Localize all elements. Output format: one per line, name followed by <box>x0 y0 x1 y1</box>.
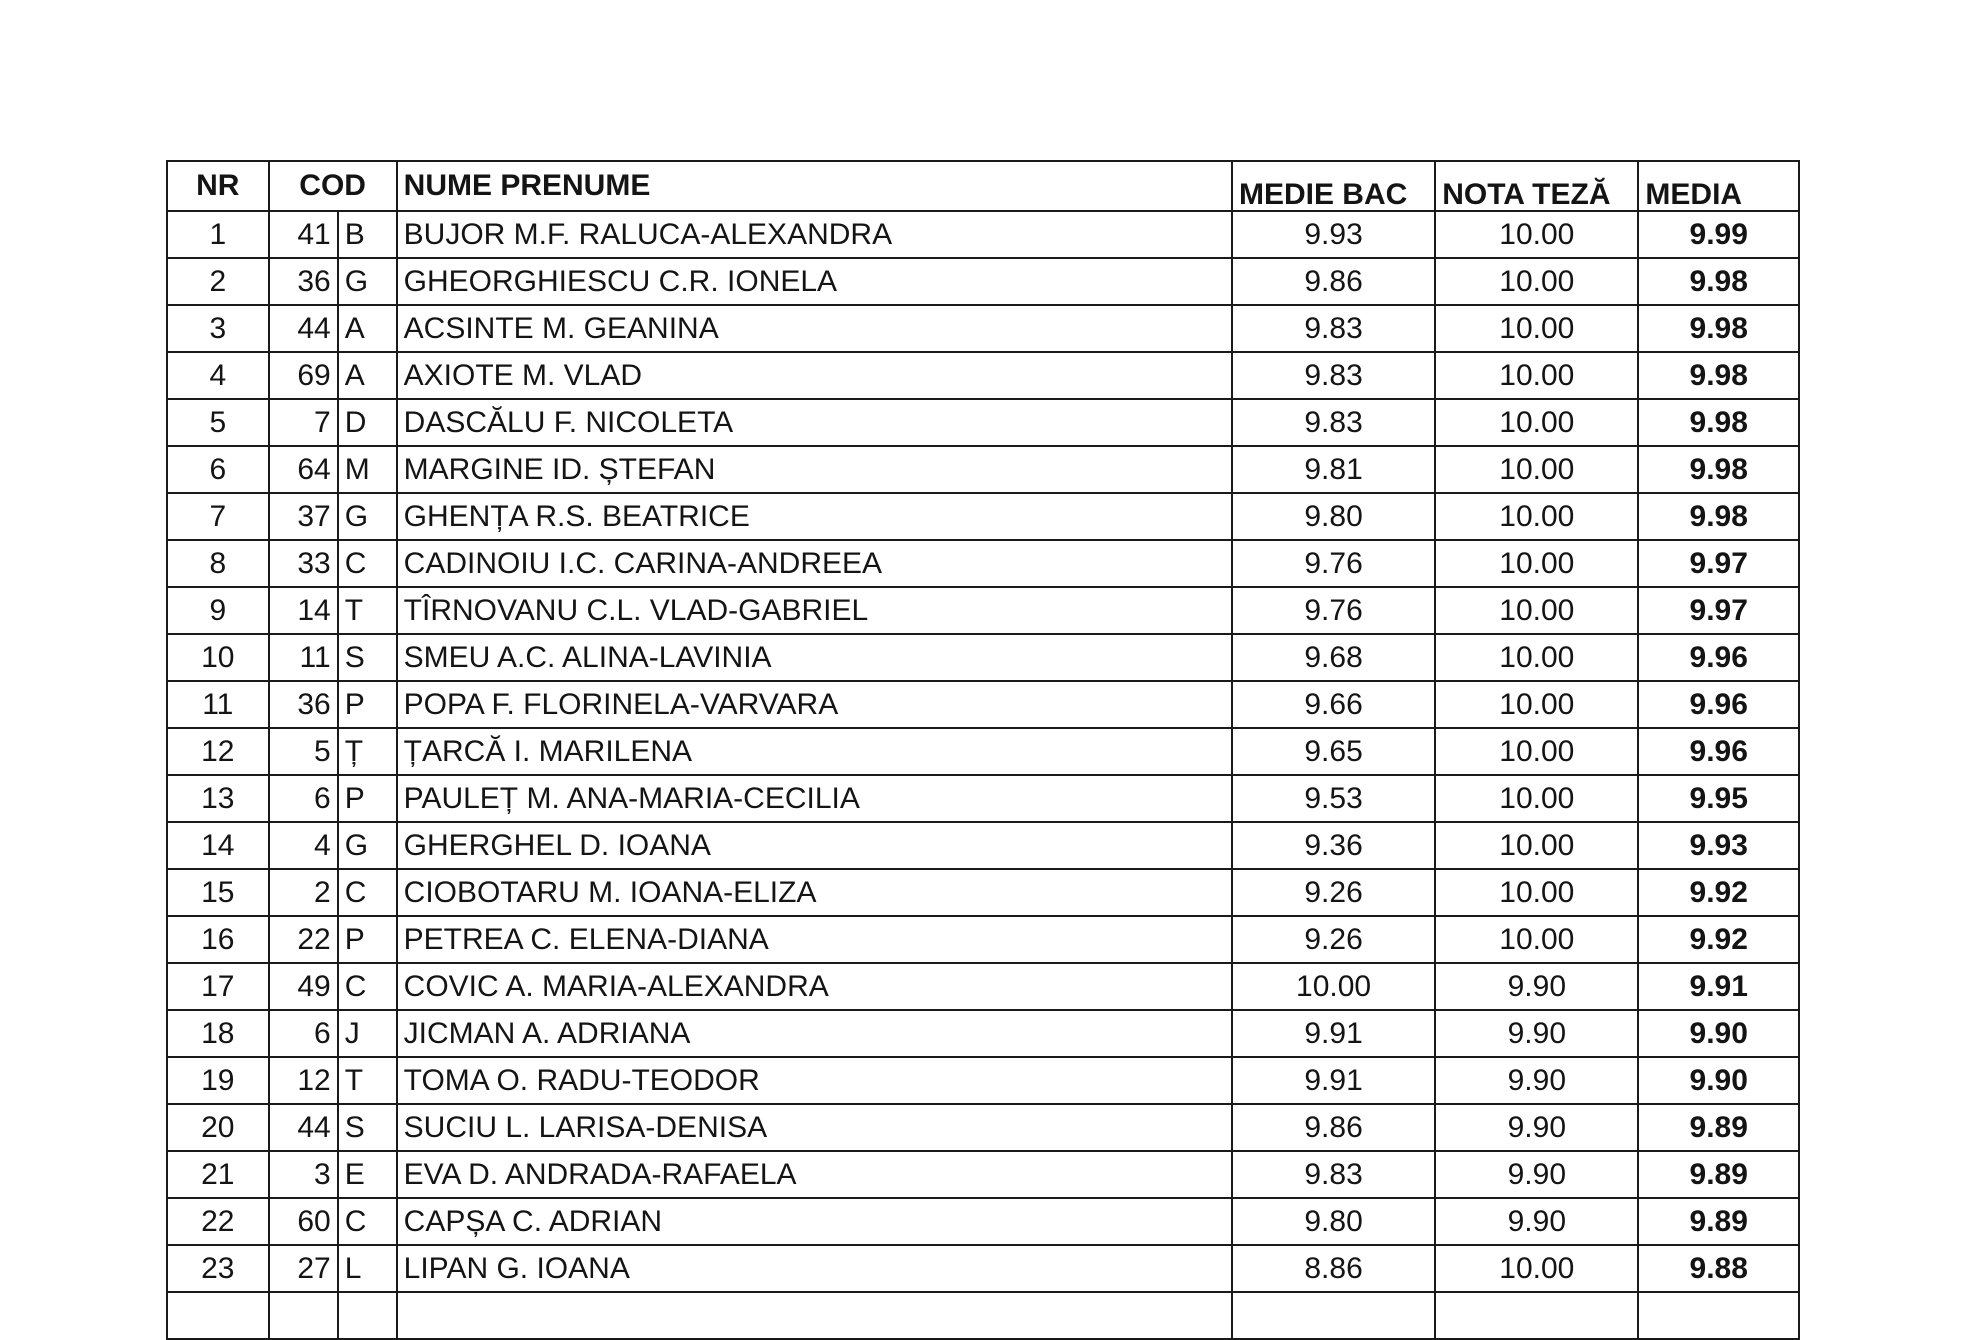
row-name: EVA D. ANDRADA-RAFAELA <box>397 1151 1232 1198</box>
row-name: BUJOR M.F. RALUCA-ALEXANDRA <box>397 211 1232 258</box>
table-row <box>167 634 1799 681</box>
header-nr: NR <box>167 161 269 211</box>
row-nota-teza: 10.00 <box>1435 681 1638 728</box>
row-code-letter: Ț <box>338 728 397 775</box>
row-code-letter: S <box>338 1104 397 1151</box>
table-row <box>167 1104 1799 1151</box>
row-number: 14 <box>167 822 269 869</box>
row-nota-teza: 9.90 <box>1435 1010 1638 1057</box>
row-code: 5 <box>269 728 338 775</box>
row-media: 9.98 <box>1638 446 1799 493</box>
row-medie-bac: 9.68 <box>1232 634 1435 681</box>
row-media: 9.89 <box>1638 1104 1799 1151</box>
row-medie-bac: 10.00 <box>1232 963 1435 1010</box>
row-medie-bac: 9.83 <box>1232 352 1435 399</box>
header-media: MEDIA <box>1638 161 1799 211</box>
row-medie-bac: 9.76 <box>1232 540 1435 587</box>
row-number: 9 <box>167 587 269 634</box>
row-nota-teza: 10.00 <box>1435 869 1638 916</box>
table-row <box>167 916 1799 963</box>
row-nota-teza: 10.00 <box>1435 258 1638 305</box>
row-code: 7 <box>269 399 338 446</box>
row-number: 7 <box>167 493 269 540</box>
row-medie-bac: 9.26 <box>1232 869 1435 916</box>
row-name: POPA F. FLORINELA-VARVARA <box>397 681 1232 728</box>
row-code-letter: B <box>338 211 397 258</box>
row-name: SUCIU L. LARISA-DENISA <box>397 1104 1232 1151</box>
row-medie-bac: 9.93 <box>1232 211 1435 258</box>
row-code-letter: C <box>338 540 397 587</box>
row-media: 9.97 <box>1638 540 1799 587</box>
row-code-letter: G <box>338 258 397 305</box>
row-nota-teza: 10.00 <box>1435 916 1638 963</box>
row-code: 4 <box>269 822 338 869</box>
row-name: GHEORGHIESCU C.R. IONELA <box>397 258 1232 305</box>
empty-cell <box>397 1292 1232 1339</box>
table-body <box>167 211 1799 1339</box>
row-code-letter: P <box>338 775 397 822</box>
row-media: 9.96 <box>1638 681 1799 728</box>
row-medie-bac: 9.91 <box>1232 1057 1435 1104</box>
row-name: JICMAN A. ADRIANA <box>397 1010 1232 1057</box>
row-media: 9.90 <box>1638 1057 1799 1104</box>
table-row <box>167 728 1799 775</box>
row-code-letter: C <box>338 1198 397 1245</box>
row-name: DASCĂLU F. NICOLETA <box>397 399 1232 446</box>
empty-cell <box>1435 1292 1638 1339</box>
row-code: 12 <box>269 1057 338 1104</box>
row-number: 8 <box>167 540 269 587</box>
row-media: 9.92 <box>1638 916 1799 963</box>
row-media: 9.95 <box>1638 775 1799 822</box>
row-nota-teza: 10.00 <box>1435 305 1638 352</box>
row-code: 60 <box>269 1198 338 1245</box>
row-number: 12 <box>167 728 269 775</box>
row-medie-bac: 9.26 <box>1232 916 1435 963</box>
row-code-letter: G <box>338 822 397 869</box>
row-medie-bac: 9.86 <box>1232 258 1435 305</box>
table-row <box>167 1151 1799 1198</box>
row-medie-bac: 9.81 <box>1232 446 1435 493</box>
row-nota-teza: 10.00 <box>1435 446 1638 493</box>
row-number: 6 <box>167 446 269 493</box>
row-name: AXIOTE M. VLAD <box>397 352 1232 399</box>
header-medie-bac: MEDIE BAC <box>1232 161 1435 211</box>
row-code: 36 <box>269 681 338 728</box>
table-row <box>167 869 1799 916</box>
row-number: 16 <box>167 916 269 963</box>
row-code-letter: S <box>338 634 397 681</box>
row-code: 44 <box>269 305 338 352</box>
row-medie-bac: 8.86 <box>1232 1245 1435 1292</box>
row-medie-bac: 9.66 <box>1232 681 1435 728</box>
row-media: 9.96 <box>1638 728 1799 775</box>
row-name: CADINOIU I.C. CARINA-ANDREEA <box>397 540 1232 587</box>
table-row <box>167 775 1799 822</box>
table-row <box>167 963 1799 1010</box>
row-number: 1 <box>167 211 269 258</box>
row-nota-teza: 10.00 <box>1435 352 1638 399</box>
empty-cell <box>1232 1292 1435 1339</box>
row-code-letter: L <box>338 1245 397 1292</box>
row-number: 5 <box>167 399 269 446</box>
row-nota-teza: 10.00 <box>1435 1245 1638 1292</box>
row-nota-teza: 10.00 <box>1435 211 1638 258</box>
table-row <box>167 352 1799 399</box>
row-medie-bac: 9.80 <box>1232 493 1435 540</box>
row-number: 22 <box>167 1198 269 1245</box>
table-row <box>167 399 1799 446</box>
row-medie-bac: 9.83 <box>1232 1151 1435 1198</box>
row-name: GHERGHEL D. IOANA <box>397 822 1232 869</box>
row-medie-bac: 9.65 <box>1232 728 1435 775</box>
table-row-cutoff <box>167 1292 1799 1339</box>
row-nota-teza: 9.90 <box>1435 1104 1638 1151</box>
row-media: 9.89 <box>1638 1198 1799 1245</box>
row-code: 33 <box>269 540 338 587</box>
row-nota-teza: 10.00 <box>1435 822 1638 869</box>
row-code-letter: T <box>338 587 397 634</box>
row-media: 9.99 <box>1638 211 1799 258</box>
row-medie-bac: 9.53 <box>1232 775 1435 822</box>
row-code: 6 <box>269 1010 338 1057</box>
table-row <box>167 1198 1799 1245</box>
table-row <box>167 822 1799 869</box>
row-medie-bac: 9.91 <box>1232 1010 1435 1057</box>
row-code: 3 <box>269 1151 338 1198</box>
row-name: TOMA O. RADU-TEODOR <box>397 1057 1232 1104</box>
row-code: 41 <box>269 211 338 258</box>
row-media: 9.92 <box>1638 869 1799 916</box>
row-media: 9.91 <box>1638 963 1799 1010</box>
table-row <box>167 681 1799 728</box>
row-nota-teza: 10.00 <box>1435 540 1638 587</box>
row-code-letter: J <box>338 1010 397 1057</box>
empty-cell <box>338 1292 397 1339</box>
table-row <box>167 211 1799 258</box>
table-row <box>167 446 1799 493</box>
row-number: 2 <box>167 258 269 305</box>
header-nota-teza: NOTA TEZĂ <box>1435 161 1638 211</box>
row-name: TÎRNOVANU C.L. VLAD-GABRIEL <box>397 587 1232 634</box>
row-nota-teza: 10.00 <box>1435 493 1638 540</box>
row-code: 6 <box>269 775 338 822</box>
row-name: PAULEȚ M. ANA-MARIA-CECILIA <box>397 775 1232 822</box>
empty-cell <box>167 1292 269 1339</box>
row-medie-bac: 9.83 <box>1232 305 1435 352</box>
row-nota-teza: 9.90 <box>1435 1198 1638 1245</box>
row-name: LIPAN G. IOANA <box>397 1245 1232 1292</box>
row-nota-teza: 10.00 <box>1435 587 1638 634</box>
row-name: ȚARCĂ I. MARILENA <box>397 728 1232 775</box>
table-row <box>167 1057 1799 1104</box>
row-media: 9.97 <box>1638 587 1799 634</box>
empty-cell <box>269 1292 338 1339</box>
row-code-letter: D <box>338 399 397 446</box>
row-number: 11 <box>167 681 269 728</box>
table-row <box>167 1245 1799 1292</box>
row-number: 19 <box>167 1057 269 1104</box>
row-medie-bac: 9.36 <box>1232 822 1435 869</box>
row-nota-teza: 10.00 <box>1435 728 1638 775</box>
row-number: 20 <box>167 1104 269 1151</box>
row-nota-teza: 9.90 <box>1435 963 1638 1010</box>
row-media: 9.93 <box>1638 822 1799 869</box>
row-nota-teza: 9.90 <box>1435 1057 1638 1104</box>
row-media: 9.98 <box>1638 399 1799 446</box>
table-row <box>167 493 1799 540</box>
row-name: CAPȘA C. ADRIAN <box>397 1198 1232 1245</box>
row-number: 13 <box>167 775 269 822</box>
results-table <box>166 160 1800 1340</box>
row-medie-bac: 9.76 <box>1232 587 1435 634</box>
row-medie-bac: 9.86 <box>1232 1104 1435 1151</box>
header-cod: COD <box>269 161 397 211</box>
row-medie-bac: 9.80 <box>1232 1198 1435 1245</box>
row-media: 9.98 <box>1638 352 1799 399</box>
table-row <box>167 540 1799 587</box>
row-nota-teza: 9.90 <box>1435 1151 1638 1198</box>
row-code-letter: P <box>338 916 397 963</box>
row-number: 3 <box>167 305 269 352</box>
row-number: 21 <box>167 1151 269 1198</box>
row-code: 11 <box>269 634 338 681</box>
table-row <box>167 305 1799 352</box>
row-name: SMEU A.C. ALINA-LAVINIA <box>397 634 1232 681</box>
row-media: 9.98 <box>1638 305 1799 352</box>
row-nota-teza: 10.00 <box>1435 634 1638 681</box>
row-code-letter: C <box>338 869 397 916</box>
row-name: MARGINE ID. ȘTEFAN <box>397 446 1232 493</box>
row-number: 17 <box>167 963 269 1010</box>
row-name: CIOBOTARU M. IOANA-ELIZA <box>397 869 1232 916</box>
row-nota-teza: 10.00 <box>1435 399 1638 446</box>
row-name: PETREA C. ELENA-DIANA <box>397 916 1232 963</box>
row-code: 2 <box>269 869 338 916</box>
row-code: 27 <box>269 1245 338 1292</box>
empty-cell <box>1638 1292 1799 1339</box>
row-number: 23 <box>167 1245 269 1292</box>
table-row <box>167 587 1799 634</box>
row-number: 10 <box>167 634 269 681</box>
header-row <box>167 161 1799 211</box>
row-name: COVIC A. MARIA-ALEXANDRA <box>397 963 1232 1010</box>
row-media: 9.90 <box>1638 1010 1799 1057</box>
row-code: 36 <box>269 258 338 305</box>
row-code: 49 <box>269 963 338 1010</box>
row-name: GHENȚA R.S. BEATRICE <box>397 493 1232 540</box>
table-row <box>167 258 1799 305</box>
row-code: 69 <box>269 352 338 399</box>
row-medie-bac: 9.83 <box>1232 399 1435 446</box>
row-code: 37 <box>269 493 338 540</box>
row-code: 14 <box>269 587 338 634</box>
row-nota-teza: 10.00 <box>1435 775 1638 822</box>
row-code-letter: E <box>338 1151 397 1198</box>
table-row <box>167 1010 1799 1057</box>
row-number: 4 <box>167 352 269 399</box>
row-number: 15 <box>167 869 269 916</box>
row-name: ACSINTE M. GEANINA <box>397 305 1232 352</box>
row-code: 22 <box>269 916 338 963</box>
row-code: 44 <box>269 1104 338 1151</box>
row-code-letter: A <box>338 352 397 399</box>
row-media: 9.98 <box>1638 258 1799 305</box>
row-code-letter: A <box>338 305 397 352</box>
row-code-letter: C <box>338 963 397 1010</box>
row-code-letter: G <box>338 493 397 540</box>
row-number: 18 <box>167 1010 269 1057</box>
row-media: 9.89 <box>1638 1151 1799 1198</box>
row-media: 9.98 <box>1638 493 1799 540</box>
row-code-letter: M <box>338 446 397 493</box>
row-code-letter: T <box>338 1057 397 1104</box>
row-code: 64 <box>269 446 338 493</box>
row-code-letter: P <box>338 681 397 728</box>
row-media: 9.88 <box>1638 1245 1799 1292</box>
row-media: 9.96 <box>1638 634 1799 681</box>
header-name: NUME PRENUME <box>397 161 1232 211</box>
